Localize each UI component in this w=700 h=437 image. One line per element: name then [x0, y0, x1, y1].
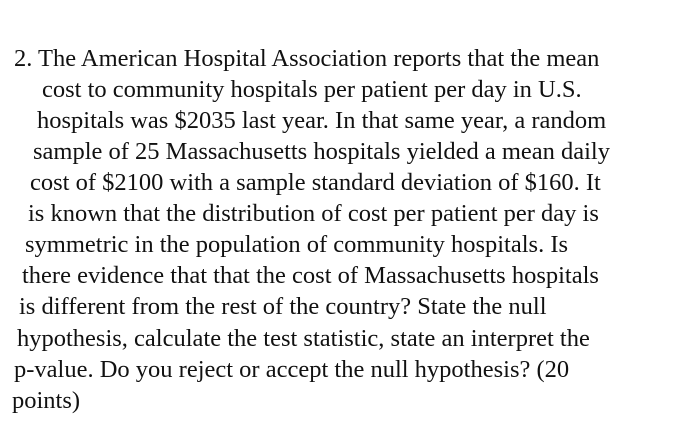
- question-line-9: is different from the rest of the country? State the null: [19, 293, 547, 320]
- question-line-10: hypothesis, calculate the test statistic, state an interpret the: [17, 325, 590, 352]
- question-line-1: 2. The American Hospital Association reports that the mean: [14, 45, 600, 72]
- question-line-5: cost of $2100 with a sample standard deviation of $160. It: [30, 169, 601, 196]
- question-line-6: is known that the distribution of cost per patient per day is: [28, 200, 599, 227]
- question-line-7: symmetric in the population of community hospitals. Is: [25, 231, 569, 258]
- question-line-8: there evidence that that the cost of Massachusetts hospitals: [22, 262, 599, 289]
- question-line-4: sample of 25 Massachusetts hospitals yielded a mean daily: [33, 138, 610, 165]
- question-line-12: points): [12, 387, 81, 414]
- question-line-11: p-value. Do you reject or accept the null hypothesis? (20: [14, 356, 570, 383]
- question-line-3: hospitals was $2035 last year. In that same year, a random: [37, 107, 607, 134]
- question-line-2: cost to community hospitals per patient per day in U.S.: [42, 76, 582, 103]
